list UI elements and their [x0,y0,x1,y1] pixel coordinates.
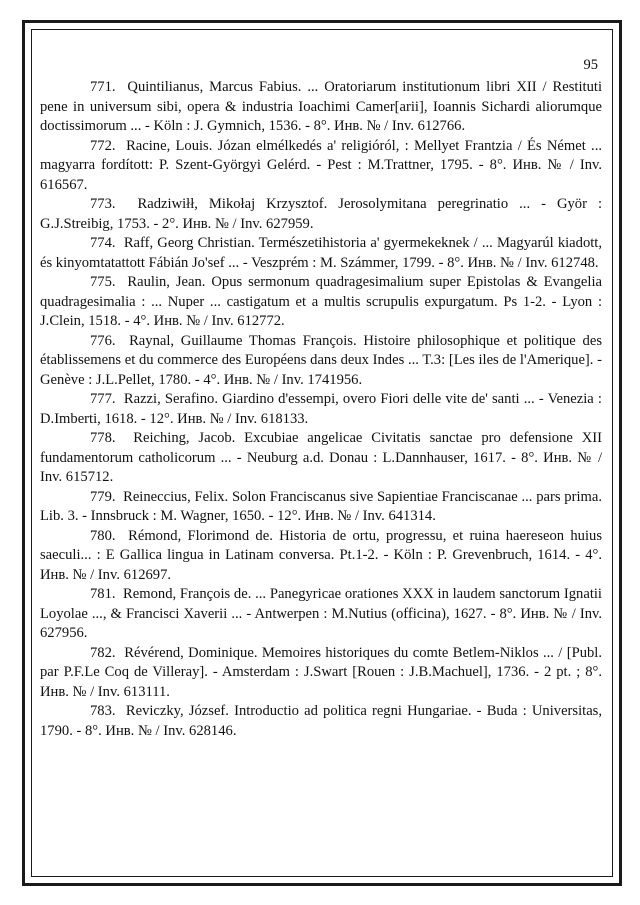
catalog-entry: 771. Quintilianus, Marcus Fabius. ... Oratoriarum institutionum libri XII / Restituti pene in universum sibi, opera & industria Ioachimi Camer[arii], Ioannis Sichardi aliorumque doctissimorum ... - Köln : J. Gymnich, 1536. - 8°. Инв. № / Inv. 612766. [40,79,602,134]
catalog-entry: 778. Reiching, Jacob. Excubiae angelicae Civitatis sanctae pro defensione XII fundamentorum catholicorum ... - Neuburg a.d. Donau : L.Dannhauser, 1617. - 8°. Инв. № / Inv. 615712. [40,430,602,485]
catalog-entry: 774. Raff, Georg Christian. Természetihistoria a' gyermekeknek / ... Magyarúl kiadott, és kinyomtatattott Fábián Jo'sef ... - Veszprém : M. Számmer, 1799. - 8°. Инв. № / Inv. 612748. [40,235,602,271]
catalog-entry: 779. Reineccius, Felix. Solon Franciscanus sive Sapientiae Franciscanae ... pars prima. Lib. 3. - Innsbruck : M. Wagner, 1650. - 12°. Инв. № / Inv. 641314. [40,488,602,524]
catalog-entry: 782. Révérend, Dominique. Memoires historiques du comte Betlem-Niklos ... / [Publ. par P.F.Le Coq de Villeray]. - Amsterdam : J.Swart [Rouen : J.B.Machuel], 1736. - 2 pt. ; 8°. Инв. № / Inv. 613111. [40,644,602,700]
page-border-outer [22,20,622,886]
catalog-entry: 783. Reviczky, József. Introductio ad politica regni Hungariae. - Buda : Universitas, 1790. - 8°. Инв. № / Inv. 628146. [40,703,602,739]
page-border-inner [31,29,613,877]
catalog-entry: 776. Raynal, Guillaume Thomas François. Histoire philosophique et politique des établissemens et du commerce des Européens dans deux Indes ... T.3: [Les iles de l'Amerique]. - Genève : J.L.Pellet, 1780. - 4°. Инв. № / Inv. 1741956. [40,332,602,388]
catalog-entry: 775. Raulin, Jean. Opus sermonum quadragesimalium super Epistolas & Evangelia quadragesimalia : ... Nuper ... castigatum et a multis scrupulis expurgatum. Ps 1-2. - Lyon : J.Clein, 1518. - 4°. Инв. № / Inv. 612772. [40,274,602,329]
page-number: 95 [583,57,598,73]
catalog-entry: 780. Rémond, Florimond de. Historia de ortu, progressu, et ruina haereseon huius saeculi... : E Gallica lingua in Latinam conversa. Pt.1-2. - Köln : P. Grevenbruch, 1614. - 4°. Инв. № / Inv. 612697. [40,527,602,583]
catalog-entry: 781. Remond, François de. ... Panegyricae orationes XXX in laudem sanctorum Ignatii Loyolae ..., & Francisci Xaverii ... - Antwerpen : M.Nutius (officina), 1627. - 8°. Инв. № / Inv. 627956. [40,586,602,641]
catalog-entries [40,78,602,741]
catalog-entry: 773. Radziwiłł, Mikołaj Krzysztof. Jerosolymitana peregrinatio ... - Györ : G.J.Streibig, 1753. - 2°. Инв. № / Inv. 627959. [40,196,602,232]
catalog-entry: 777. Razzi, Serafino. Giardino d'essempi, overo Fiori delle vite de' santi ... - Venezia : D.Imberti, 1618. - 12°. Инв. № / Inv. 618133. [40,391,602,427]
catalog-entry: 772. Racine, Louis. Józan elmélkedés a' religióról, : Mellyet Frantzia / És Német ... magyarra fordított: P. Szent-Györgyi Gelérd. - Pest : M.Trattner, 1795. - 8°. Инв. № / Inv. 616567. [40,137,602,193]
